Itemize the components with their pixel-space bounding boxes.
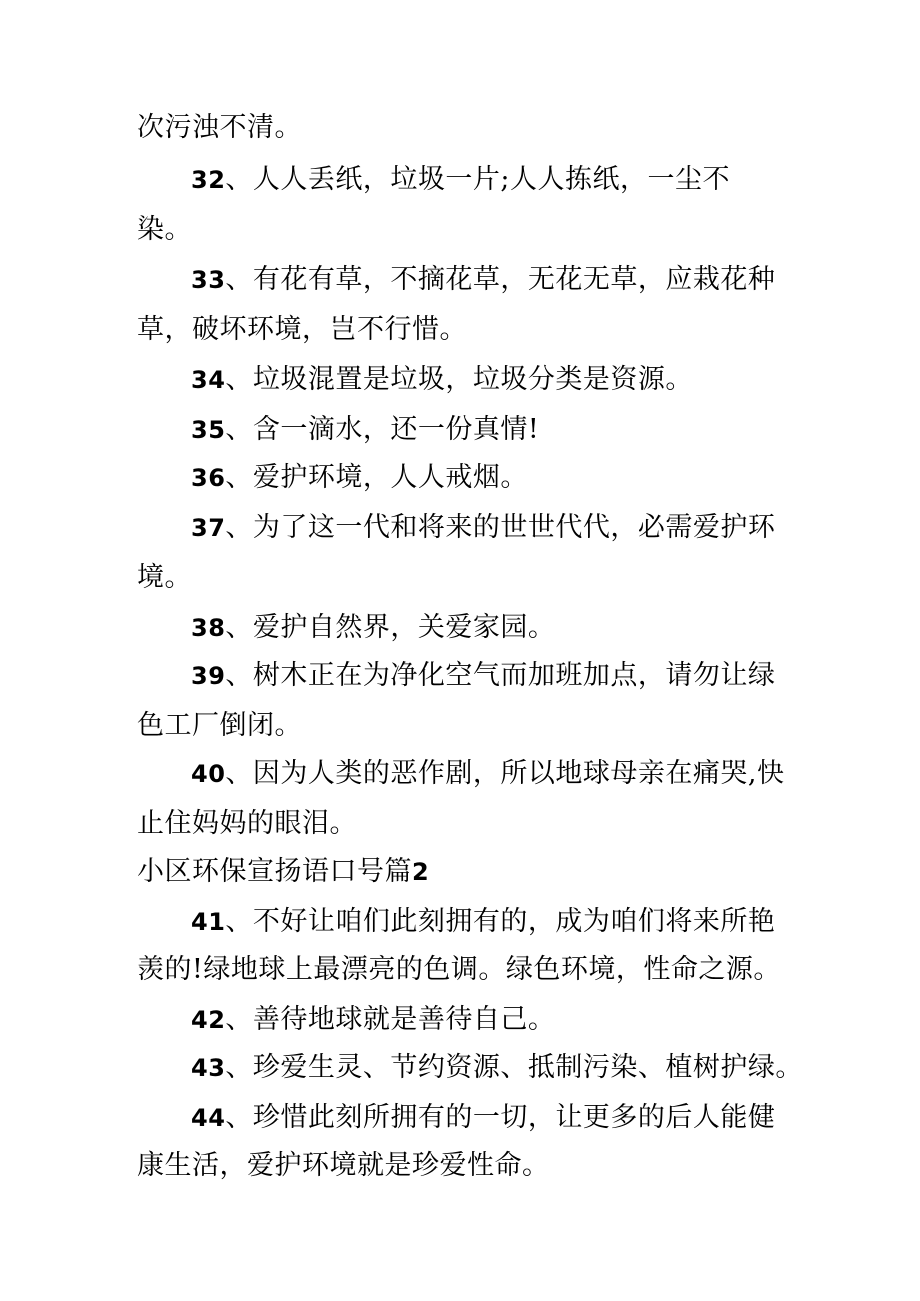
slogan-44-line-2 <box>137 1148 550 1184</box>
text: 、树木正在为净化空气而加班加点，请勿让绿 <box>225 660 776 691</box>
item-number: 38 <box>191 614 226 642</box>
slogan-35 <box>191 412 539 448</box>
slogan-37-line-2 <box>137 560 192 596</box>
text: 、垃圾混置是垃圾，垃圾分类是资源。 <box>225 364 693 395</box>
slogan-39-line-2 <box>137 708 302 744</box>
text: 色工厂倒闭。 <box>137 710 302 741</box>
item-number: 41 <box>191 908 226 936</box>
slogan-38 <box>191 610 555 646</box>
text: 羡的!绿地球上最漂亮的色调。绿色环境，性命之源。 <box>137 954 781 985</box>
item-number: 34 <box>191 366 226 394</box>
text: 止住妈妈的眼泪。 <box>137 808 357 839</box>
text: 、不好让咱们此刻拥有的，成为咱们将来所艳 <box>225 906 776 937</box>
item-number: 44 <box>191 1104 226 1132</box>
text: 、善待地球就是善待自己。 <box>225 1004 556 1035</box>
slogan-43 <box>191 1050 803 1086</box>
text: 、因为人类的恶作剧，所以地球母亲在痛哭,快 <box>225 758 785 789</box>
text: 、珍惜此刻所拥有的一切，让更多的后人能健 <box>225 1102 776 1133</box>
slogan-42 <box>191 1002 555 1038</box>
text: 、爱护自然界，关爱家园。 <box>225 612 556 643</box>
slogan-32-line-1 <box>191 162 730 198</box>
slogan-32-line-2 <box>137 212 192 248</box>
text: 境。 <box>137 562 192 593</box>
item-number: 43 <box>191 1054 226 1082</box>
item-number: 37 <box>191 514 226 542</box>
item-number: 39 <box>191 662 226 690</box>
slogan-36 <box>191 460 528 496</box>
text: 康生活，爱护环境就是珍爱性命。 <box>137 1150 550 1181</box>
text: 次污浊不清。 <box>137 112 302 143</box>
text: 染。 <box>137 214 192 245</box>
text: 、有花有草，不摘花草，无花无草，应栽花种 <box>225 264 776 295</box>
slogan-39-line-1 <box>191 658 775 694</box>
text: 、爱护环境，人人戒烟。 <box>225 462 528 493</box>
item-number: 40 <box>191 760 226 788</box>
text: 、含一滴水，还一份真情! <box>225 414 540 445</box>
slogan-34 <box>191 362 693 398</box>
slogan-40-line-1 <box>191 756 785 792</box>
text: 、为了这一代和将来的世世代代，必需爱护环 <box>225 512 776 543</box>
item-number: 33 <box>191 266 226 294</box>
slogan-41-line-1 <box>191 904 775 940</box>
item-number: 36 <box>191 464 226 492</box>
text: 、人人丢纸，垃圾一片;人人拣纸，一尘不 <box>225 164 731 195</box>
text: 、珍爱生灵、节约资源、抵制污染、植树护绿。 <box>225 1052 803 1083</box>
item-number: 32 <box>191 166 226 194</box>
heading-number: 2 <box>412 858 430 886</box>
item-number: 35 <box>191 416 226 444</box>
paragraph-31-continuation <box>137 110 302 146</box>
slogan-41-line-2 <box>137 952 781 988</box>
slogan-44-line-1 <box>191 1100 775 1136</box>
item-number: 42 <box>191 1006 226 1034</box>
heading-text: 小区环保宣扬语口号篇 <box>137 856 412 887</box>
slogan-33-line-1 <box>191 262 775 298</box>
slogan-33-line-2 <box>137 312 467 348</box>
text: 草，破坏环境，岂不行惜。 <box>137 314 467 345</box>
slogan-40-line-2 <box>137 806 357 842</box>
section-heading <box>137 854 429 890</box>
slogan-37-line-1 <box>191 510 775 546</box>
